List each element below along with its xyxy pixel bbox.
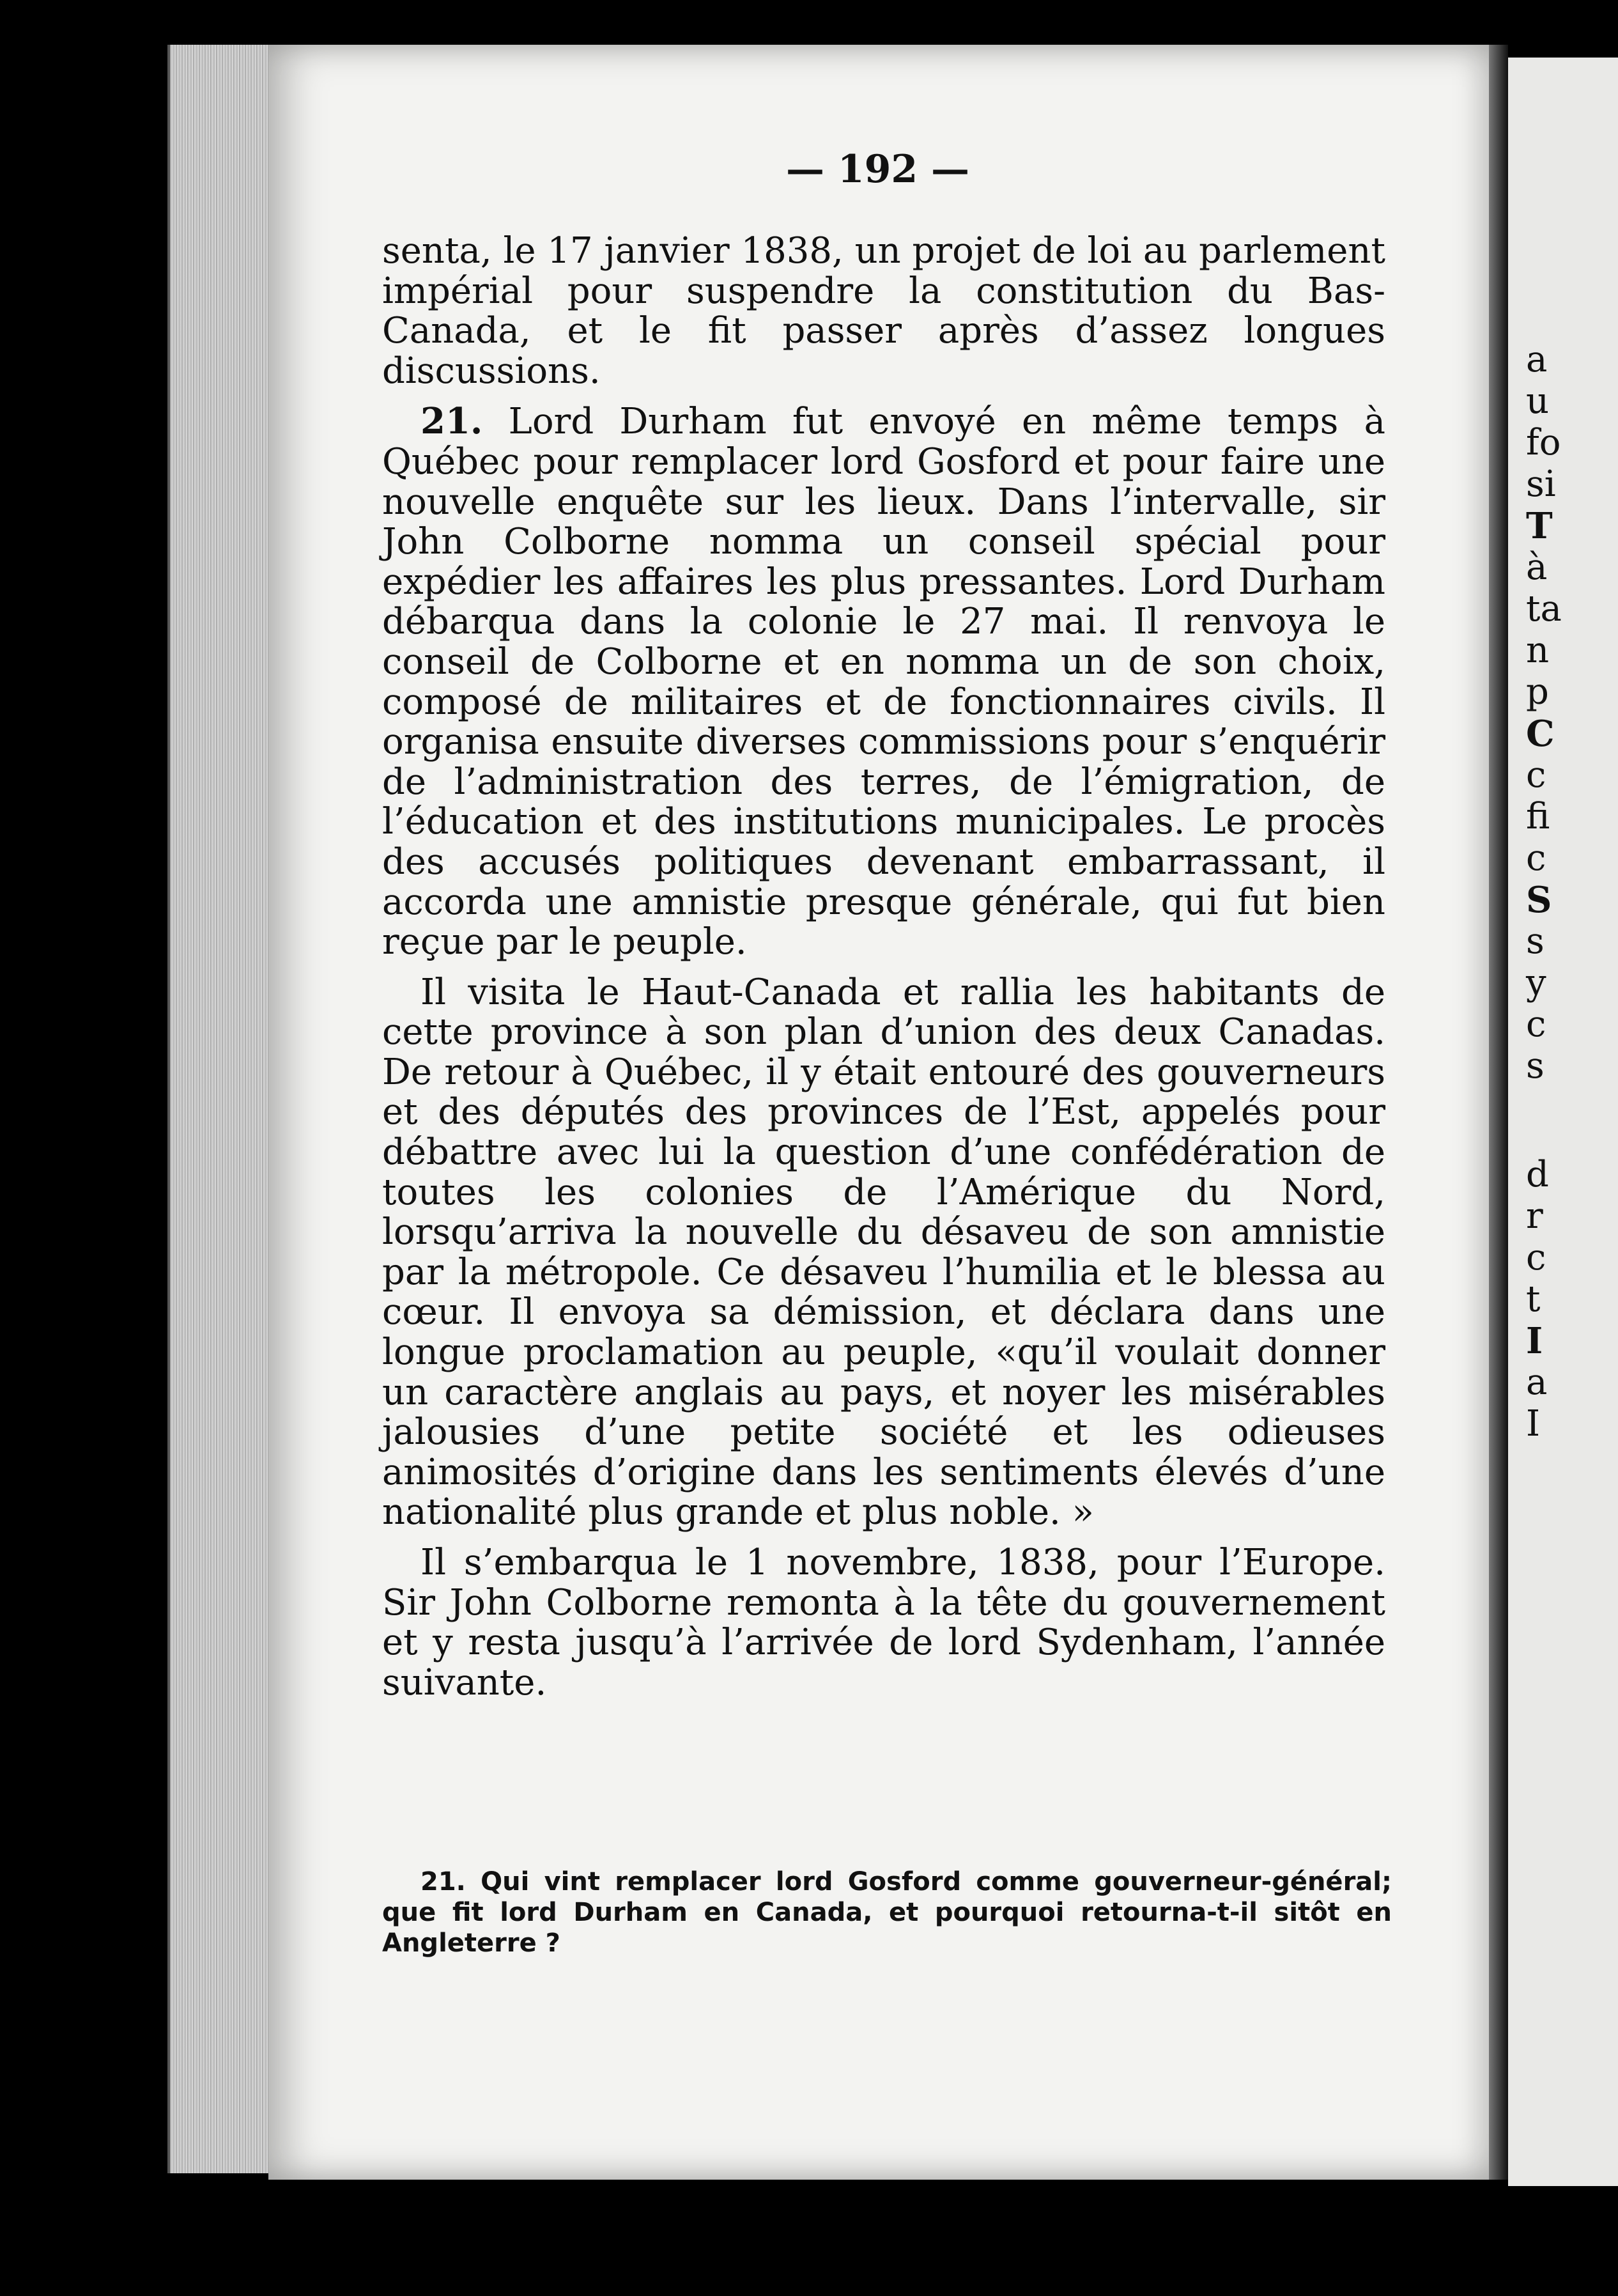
facing-letter: fi xyxy=(1526,796,1550,837)
facing-letter: a xyxy=(1526,1361,1548,1403)
paragraph-text: Il s’embarqua le 1 novembre, 1838, pour l’Europe. Sir John Colborne remonta à la tête du gouvernement et y resta jusqu’à l’arrivée de lord Sydenham, l’année suivante. xyxy=(382,1542,1385,1703)
facing-letter: c xyxy=(1526,1237,1546,1278)
facing-letter: a xyxy=(1526,339,1548,380)
facing-letter: n xyxy=(1526,630,1550,671)
facing-letter: r xyxy=(1526,1195,1543,1237)
paragraph xyxy=(382,401,1385,962)
facing-letter: à xyxy=(1526,547,1548,588)
facing-letter: p xyxy=(1526,671,1549,713)
facing-letter: I xyxy=(1526,1320,1543,1362)
facing-letter: s xyxy=(1526,920,1545,962)
footnote-text: Qui vint remplacer lord Gosford comme gouverneur-général; que fit lord Durham en Canada, et pourquoi retourna-t-il sitôt en Angleterre ? xyxy=(382,1867,1392,1958)
paragraph-text: senta, le 17 janvier 1838, un projet de loi au parlement impérial pour suspendre la constitution du Bas-Canada, et le fit passer après d’assez longues discussions. xyxy=(382,230,1385,392)
facing-letter: d xyxy=(1526,1154,1549,1195)
book-page-edges xyxy=(167,45,272,2173)
facing-letter: C xyxy=(1526,713,1555,755)
facing-letter: I xyxy=(1526,1403,1541,1445)
footnote xyxy=(382,1866,1392,1959)
facing-letter: ta xyxy=(1526,588,1562,630)
paragraph xyxy=(382,973,1385,1533)
facing-letter: fo xyxy=(1526,422,1561,463)
facing-letter: s xyxy=(1526,1045,1545,1087)
facing-letter: c xyxy=(1526,1004,1546,1045)
facing-letter: si xyxy=(1526,463,1556,505)
book-gutter xyxy=(1489,45,1508,2180)
footnote-number: 21. xyxy=(420,1867,466,1897)
paragraph xyxy=(382,231,1385,391)
facing-letter: c xyxy=(1526,754,1546,796)
paragraph xyxy=(382,1543,1385,1703)
facing-letter: c xyxy=(1526,837,1546,879)
facing-letter: t xyxy=(1526,1278,1541,1320)
facing-letter: T xyxy=(1526,505,1553,547)
facing-letter: y xyxy=(1526,962,1546,1004)
facing-letter: u xyxy=(1526,380,1550,422)
body-text xyxy=(382,231,1385,1703)
facing-page-fragment xyxy=(1508,58,1618,2186)
paragraph-text: Il visita le Haut-Canada et rallia les habitants de cette province à son plan d’union des deux Canadas. De retour à Québec, il y était entouré des gouverneurs et des députés des provinces de l’Est, appelés pour débattre avec lui la question d’une confédération de toutes les colonies de l’Amérique du Nord, lorsqu’arriva la nouvelle du désaveu de son amnistie par la métropole. Ce désaveu l’humilia et le blessa au cœur. Il envoya sa démission, et déclara dans une longue proclamation au peuple, «qu’il voulait donner un caractère anglais au pays, et noyer les misérables jalousies d’une petite société et les odieuses animosités d’origine dans les sentiments élevés d’une nationalité plus grande et plus noble. » xyxy=(382,971,1385,1533)
page-number: — 192 — xyxy=(786,147,970,192)
paragraph-text: Lord Durham fut envoyé en même temps à Québec pour remplacer lord Gosford et pour faire une nouvelle enquête sur les lieux. Dans l’intervalle, sir John Colborne nomma un conseil spécial pour expédier les affaires les plus pressantes. Lord Durham débarqua dans la colonie le 27 mai. Il renvoya le conseil de Colborne et en nomma un de son choix, composé de militaires et de fonctionnaires civils. Il organisa ensuite diverses commissions pour s’enquérir de l’administration des terres, de l’émigration, de l’éducation et des institutions municipales. Le procès des accusés politiques devenant embarrassant, il accorda une amnistie presque générale, qui fut bien reçue par le peuple. xyxy=(382,401,1385,963)
paragraph-number: 21. xyxy=(420,400,483,443)
facing-letter: S xyxy=(1526,879,1552,921)
